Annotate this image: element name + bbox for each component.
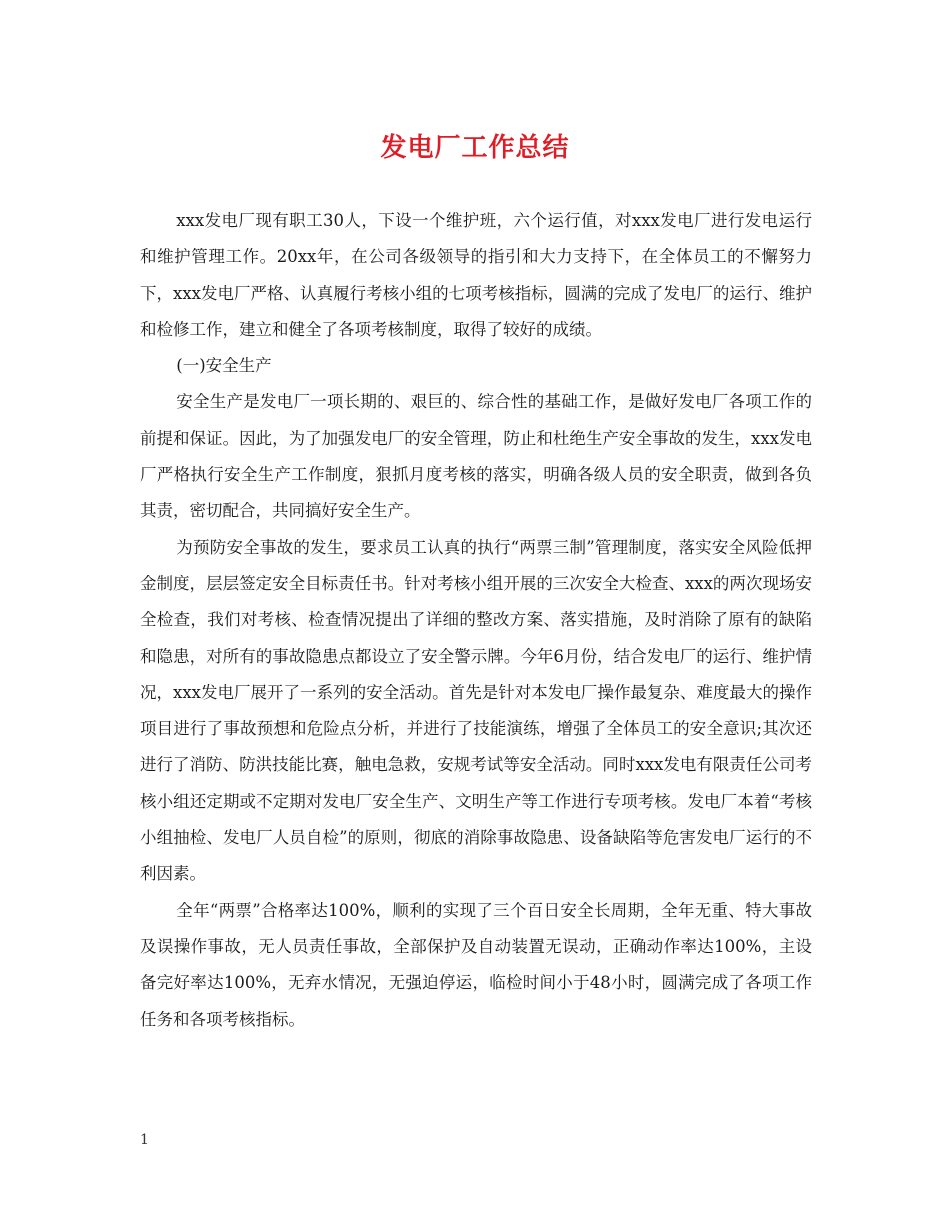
page-number: 1 [140,1132,149,1148]
paragraph-intro: xxx发电厂现有职工30人，下设一个维护班，六个运行值，对xxx发电厂进行发电运行和维护管理工作。20xx年，在公司各级领导的指引和大力支持下，在全体员工的不懈努力下，xxx发电厂严格、认真履行考核小组的七项考核指标，圆满的完成了发电厂的运行、维护和检修工作，建立和健全了各项考核制度，取得了较好的成绩。 [140,211,812,339]
document-title: 发电厂工作总结 [380,133,570,163]
paragraph-safety-overview: 安全生产是发电厂一项长期的、艰巨的、综合性的基础工作，是做好发电厂各项工作的前提和保证。因此，为了加强发电厂的安全管理，防止和杜绝生产安全事故的发生，xxx发电厂严格执行安全生产工作制度，狠抓月度考核的落实，明确各级人员的安全职责，做到各负其责，密切配合，共同搞好安全生产。 [140,392,812,521]
section-heading-safety: (一)安全生产 [176,356,272,376]
document-body [140,203,812,1038]
paragraph-safety-measures: 为预防安全事故的发生，要求员工认真的执行“两票三制”管理制度，落实安全风险低押金制度，层层签定安全目标责任书。针对考核小组开展的三次安全大检查、xxx的两次现场安全检查，我们对考核、检查情况提出了详细的整改方案、落实措施，及时消除了原有的缺陷和隐患，对所有的事故隐患点都设立了安全警示牌。今年6月份，结合发电厂的运行、维护情况，xxx发电厂展开了一系列的安全活动。首先是针对本发电厂操作最复杂、难度最大的操作项目进行了事故预想和危险点分析，并进行了技能演练，增强了全体员工的安全意识;其次还进行了消防、防洪技能比赛，触电急救，安规考试等安全活动。同时xxx发电有限责任公司考核小组还定期或不定期对发电厂安全生产、文明生产等工作进行专项考核。发电厂本着“考核小组抽检、发电厂人员自检”的原则，彻底的消除事故隐患、设备缺陷等危害发电厂运行的不利因素。 [140,537,812,884]
paragraph-safety-results: 全年“两票”合格率达100%，顺利的实现了三个百日安全长周期，全年无重、特大事故及误操作事故，无人员责任事故，全部保护及自动装置无误动，正确动作率达100%，主设备完好率达100%，无弃水情况，无强迫停运，临检时间小于48小时，圆满完成了各项工作任务和各项考核指标。 [140,900,812,1029]
